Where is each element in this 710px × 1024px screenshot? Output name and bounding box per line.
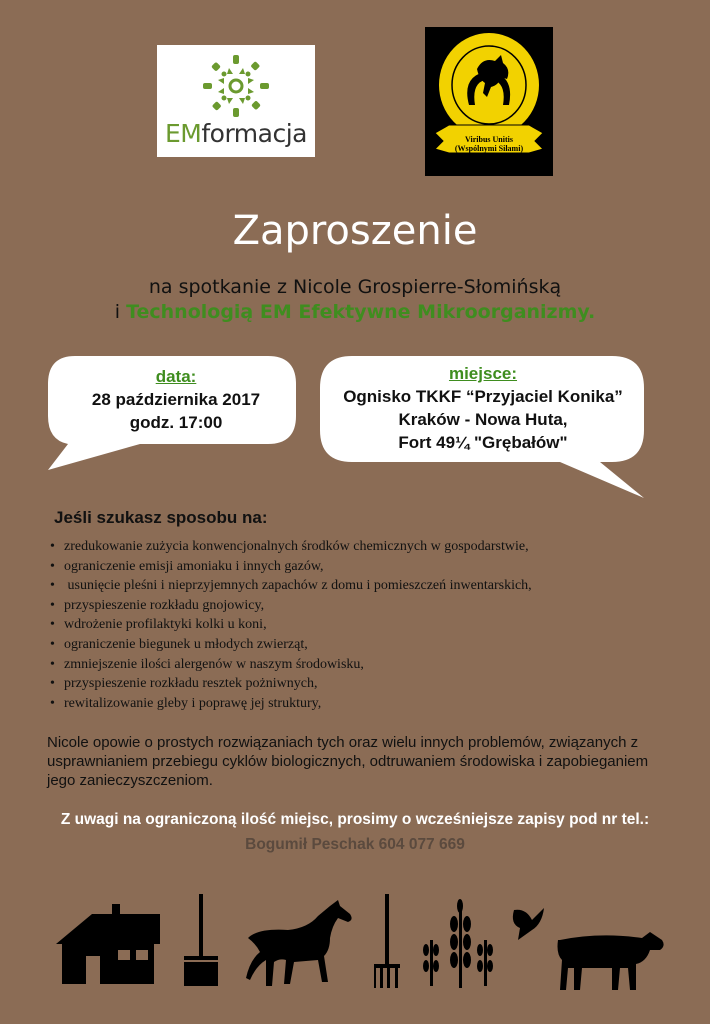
wheat-icon — [423, 899, 493, 988]
subtitle-line-1: na spotkanie z Nicole Grospierre-Słomińską — [148, 276, 562, 298]
list-item: • przyspieszenie rozkładu resztek pożniwnych, — [50, 674, 532, 694]
benefit-list — [50, 537, 532, 713]
place-heading: miejsce: — [448, 364, 518, 383]
bullet-icon: • — [50, 539, 55, 554]
place-bubble — [328, 362, 638, 454]
bullet-icon: • — [50, 597, 55, 613]
bullet-icon: • — [50, 558, 55, 574]
cow-icon — [558, 932, 664, 990]
brand-formacja: formacja — [201, 119, 307, 148]
brand-em: EM — [165, 119, 202, 148]
contact-phone[interactable]: Bogumił Peschak 604 077 669 — [245, 836, 465, 853]
place-line-2: Kraków - Nowa Huta, — [398, 410, 568, 429]
bullet-icon: • — [50, 617, 55, 633]
broom-icon — [184, 894, 218, 986]
place-line-1: Ognisko TKKF “Przyjaciel Konika” — [343, 387, 623, 406]
description-paragraph: Nicole opowie o prostych rozwiązaniach tych oraz wielu innych problemów, związanych z usprawnianiem przebiegu cyklów biologicznych, odtruwaniem środowiska i zapobieganiem jego zanieczyszczeniom. — [47, 734, 649, 789]
pitchfork-icon — [374, 894, 400, 988]
list-item: • zmniejszenie ilości alergenów w naszym środowisku, — [50, 655, 532, 675]
bullet-icon: • — [50, 636, 55, 652]
bullet-icon: • — [50, 656, 55, 672]
date-bubble — [66, 365, 286, 434]
invitation-title: Zaproszenie — [232, 208, 478, 254]
subtitle-prefix: i — [114, 301, 121, 323]
subtitle-highlight: Technologią EM Efektywne Mikroorganizmy. — [126, 301, 596, 323]
bullet-icon: • — [50, 676, 55, 692]
time-value: godz. 17:00 — [129, 413, 223, 432]
bullet-icon: • — [50, 578, 55, 594]
registration-notice: Z uwagi na ograniczoną ilość miejsc, prosimy o wcześniejsze zapisy pod nr tel.: — [60, 811, 650, 828]
list-item: • usunięcie pleśni i nieprzyjemnych zapachów z domu i pomieszczeń inwentarskich, — [50, 576, 532, 596]
list-item: • rewitalizowanie gleby i poprawę jej struktury, — [50, 694, 532, 714]
house-icon — [56, 904, 160, 984]
horse-icon — [246, 900, 352, 986]
list-item: • ograniczenie emisji amoniaku i innych gazów, — [50, 557, 532, 577]
fort-motto-2: (Wspólnymi Siłami) — [454, 144, 524, 153]
dove-icon — [513, 908, 544, 940]
farm-icons — [0, 880, 710, 1020]
list-item: • zredukowanie zużycia konwencjonalnych środków chemicznych w gospodarstwie, — [50, 537, 532, 557]
list-item: • ograniczenie biegunek u młodych zwierząt, — [50, 635, 532, 655]
place-line-3: Fort 49¼ "Grębałów" — [398, 433, 568, 452]
date-heading: data: — [155, 367, 197, 386]
search-heading: Jeśli szukasz sposobu na: — [54, 508, 268, 527]
list-item: • przyspieszenie rozkładu gnojowicy, — [50, 596, 532, 616]
date-value: 28 października 2017 — [91, 390, 261, 409]
list-item: • wdrożenie profilaktyki kolki u koni, — [50, 615, 532, 635]
fort-motto-1: Viribus Unitis — [465, 135, 513, 144]
bullet-icon: • — [50, 695, 55, 711]
